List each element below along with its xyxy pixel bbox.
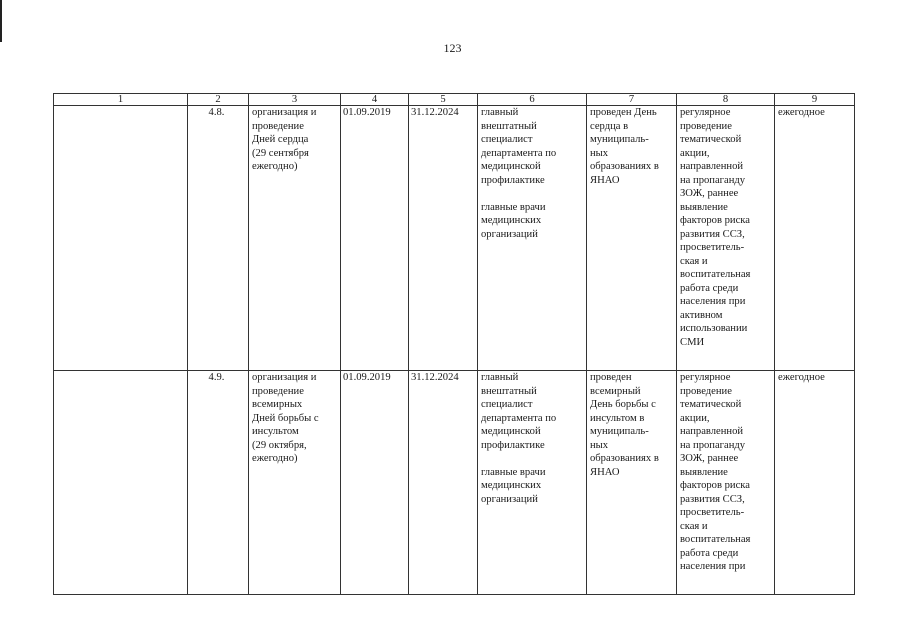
- start-date: 01.09.2019: [341, 371, 409, 595]
- result: проведен День сердца в муниципаль- ных образованиях в ЯНАО: [587, 106, 677, 371]
- responsible: главный внештатный специалист департамента по медицинской профилактике главные врачи медицинских организаций: [478, 371, 587, 595]
- activity-name: организация и проведение всемирных Дней борьбы с инсультом (29 октября, ежегодно): [249, 371, 341, 595]
- column-header: 3: [249, 94, 341, 106]
- table-row: [54, 371, 855, 595]
- column-header: 5: [409, 94, 478, 106]
- responsible: главный внештатный специалист департамента по медицинской профилактике главные врачи медицинских организаций: [478, 106, 587, 371]
- column-header: 6: [478, 94, 587, 106]
- periodicity: ежегодное: [775, 106, 855, 371]
- end-date: 31.12.2024: [409, 371, 478, 595]
- item-number: 4.8.: [188, 106, 249, 371]
- page-number: 123: [443, 41, 462, 55]
- column-header: 4: [341, 94, 409, 106]
- column-header: 1: [54, 94, 188, 106]
- item-number: 4.9.: [188, 371, 249, 595]
- expected-effect: регулярное проведение тематической акции, направленной на пропаганду ЗОЖ, раннее выявление факторов риска развития ССЗ, просветитель- ская и воспитательная работа среди населения при активном использовании СМИ: [677, 106, 775, 371]
- table-row: [54, 106, 855, 371]
- measures-table: [53, 93, 855, 595]
- periodicity: ежегодное: [775, 371, 855, 595]
- column-header: 9: [775, 94, 855, 106]
- column-header: 2: [188, 94, 249, 106]
- scan-edge-mark: [0, 0, 2, 42]
- expected-effect-cell: [677, 371, 775, 595]
- expected-effect: регулярное проведение тематической акции, направленной на пропаганду ЗОЖ, раннее выявление факторов риска развития ССЗ, просветитель- ская и воспитательная работа среди населения при: [680, 372, 751, 572]
- result: проведен всемирный День борьбы с инсультом в муниципаль- ных образованиях в ЯНАО: [587, 371, 677, 595]
- activity-name: организация и проведение Дней сердца (29 сентября ежегодно): [249, 106, 341, 371]
- section-cell: [54, 371, 188, 595]
- section-cell: [54, 106, 188, 371]
- column-header: 7: [587, 94, 677, 106]
- start-date: 01.09.2019: [341, 106, 409, 371]
- column-number-row: [54, 94, 855, 106]
- column-header: 8: [677, 94, 775, 106]
- end-date: 31.12.2024: [409, 106, 478, 371]
